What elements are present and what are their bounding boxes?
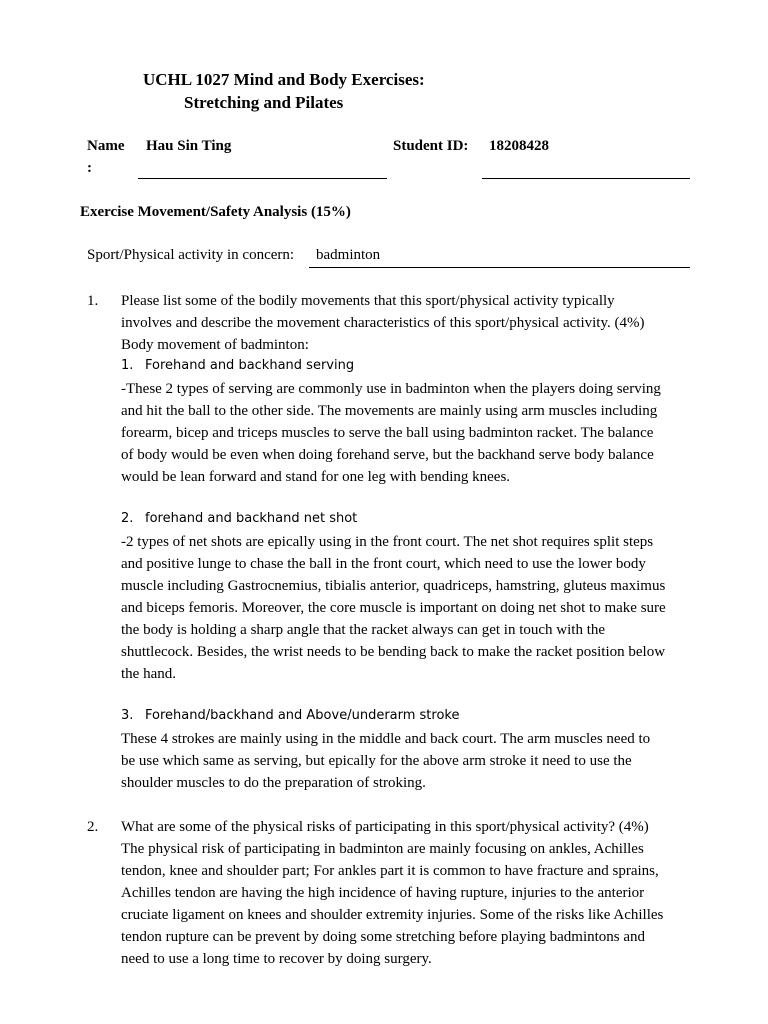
item-heading: forehand and backhand net shot xyxy=(145,511,358,526)
answer-line: -These 2 types of serving are commonly use in badminton when the players doing serving xyxy=(121,381,661,397)
answer-intro: Body movement of badminton: xyxy=(121,337,309,353)
question-prompt: Please list some of the bodily movements that this sport/physical activity typically xyxy=(121,293,615,309)
answer-line: and positive lunge to chase the ball in the front court, which need to use the lower body xyxy=(121,556,646,572)
answer-line: of body would be even when doing forehand serve, but the backhand serve body balance xyxy=(121,447,654,463)
answer-line: The physical risk of participating in badminton are mainly focusing on ankles, Achilles xyxy=(121,841,644,857)
answer-line: would be lean forward and stand for one leg with bending knees. xyxy=(121,469,511,485)
item-number: 2. xyxy=(121,511,134,526)
answer-line: muscle including Gastrocnemius, tibialis anterior, quadriceps, hamstring, gluteus maximus xyxy=(121,578,666,594)
answer-line: tendon, knee and shoulder part; For ankles part it is common to have fracture and sprains, xyxy=(121,863,659,879)
activity-value: badminton xyxy=(316,247,381,263)
item-1-answer xyxy=(121,378,691,488)
doc-title-line2: Stretching and Pilates xyxy=(184,93,344,112)
answer-line: the body is holding a sharp angle that the racket always can get in touch with the xyxy=(121,622,606,638)
item-number: 1. xyxy=(121,358,134,373)
question-2-block xyxy=(121,816,691,970)
item-heading: Forehand and backhand serving xyxy=(145,358,355,373)
answer-line: tendon rupture can be prevent by doing some stretching before playing badmintons and xyxy=(121,929,646,945)
item-number: 3. xyxy=(121,708,134,723)
student-id-value: 18208428 xyxy=(489,138,549,154)
item-heading: Forehand/backhand and Above/underarm stroke xyxy=(145,708,460,723)
answer-line: and biceps femoris. Moreover, the core muscle is important on doing net shot to make sure xyxy=(121,600,666,616)
question-number: 2. xyxy=(87,819,99,835)
answer-line: and hit the ball to the other side. The movements are mainly using arm muscles including xyxy=(121,403,658,419)
question-number: 1. xyxy=(87,293,99,309)
answer-line: need to use a long time to recover by doing surgery. xyxy=(121,951,432,967)
name-underline xyxy=(138,178,387,179)
answer-line: shoulder muscles to do the preparation of stroking. xyxy=(121,775,426,791)
question-prompt: involves and describe the movement characteristics of this sport/physical activity. (4%) xyxy=(121,315,645,331)
activity-underline xyxy=(309,267,690,268)
student-id-label: Student ID: xyxy=(393,138,469,154)
name-colon: : xyxy=(87,160,92,176)
doc-title-line1: UCHL 1027 Mind and Body Exercises: xyxy=(143,70,425,89)
item-3-answer xyxy=(121,728,691,794)
question-prompt: What are some of the physical risks of participating in this sport/physical activity? (4%) xyxy=(121,819,649,835)
answer-line: shuttlecock. Besides, the wrist needs to be bending back to make the racket position below xyxy=(121,644,666,660)
item-2-answer xyxy=(121,531,691,685)
answer-line: These 4 strokes are mainly using in the middle and back court. The arm muscles need to xyxy=(121,731,651,747)
answer-line: Achilles tendon are having the high incidence of having rupture, injuries to the anterior xyxy=(121,885,645,901)
section-heading: Exercise Movement/Safety Analysis (15%) xyxy=(80,204,351,220)
name-value: Hau Sin Ting xyxy=(146,138,232,154)
name-label: Name xyxy=(87,138,125,154)
question-1-block xyxy=(121,290,691,356)
answer-line: be use which same as serving, but epically for the above arm stroke it need to use the xyxy=(121,753,632,769)
activity-label: Sport/Physical activity in concern: xyxy=(87,247,295,263)
answer-line: -2 types of net shots are epically using in the front court. The net shot requires split steps xyxy=(121,534,654,550)
answer-line: the hand. xyxy=(121,666,176,682)
answer-line: cruciate ligament on knees and shoulder extremity injuries. Some of the risks like Achilles xyxy=(121,907,664,923)
answer-line: forearm, bicep and triceps muscles to serve the ball using badminton racket. The balance xyxy=(121,425,654,441)
student-id-underline xyxy=(482,178,690,179)
